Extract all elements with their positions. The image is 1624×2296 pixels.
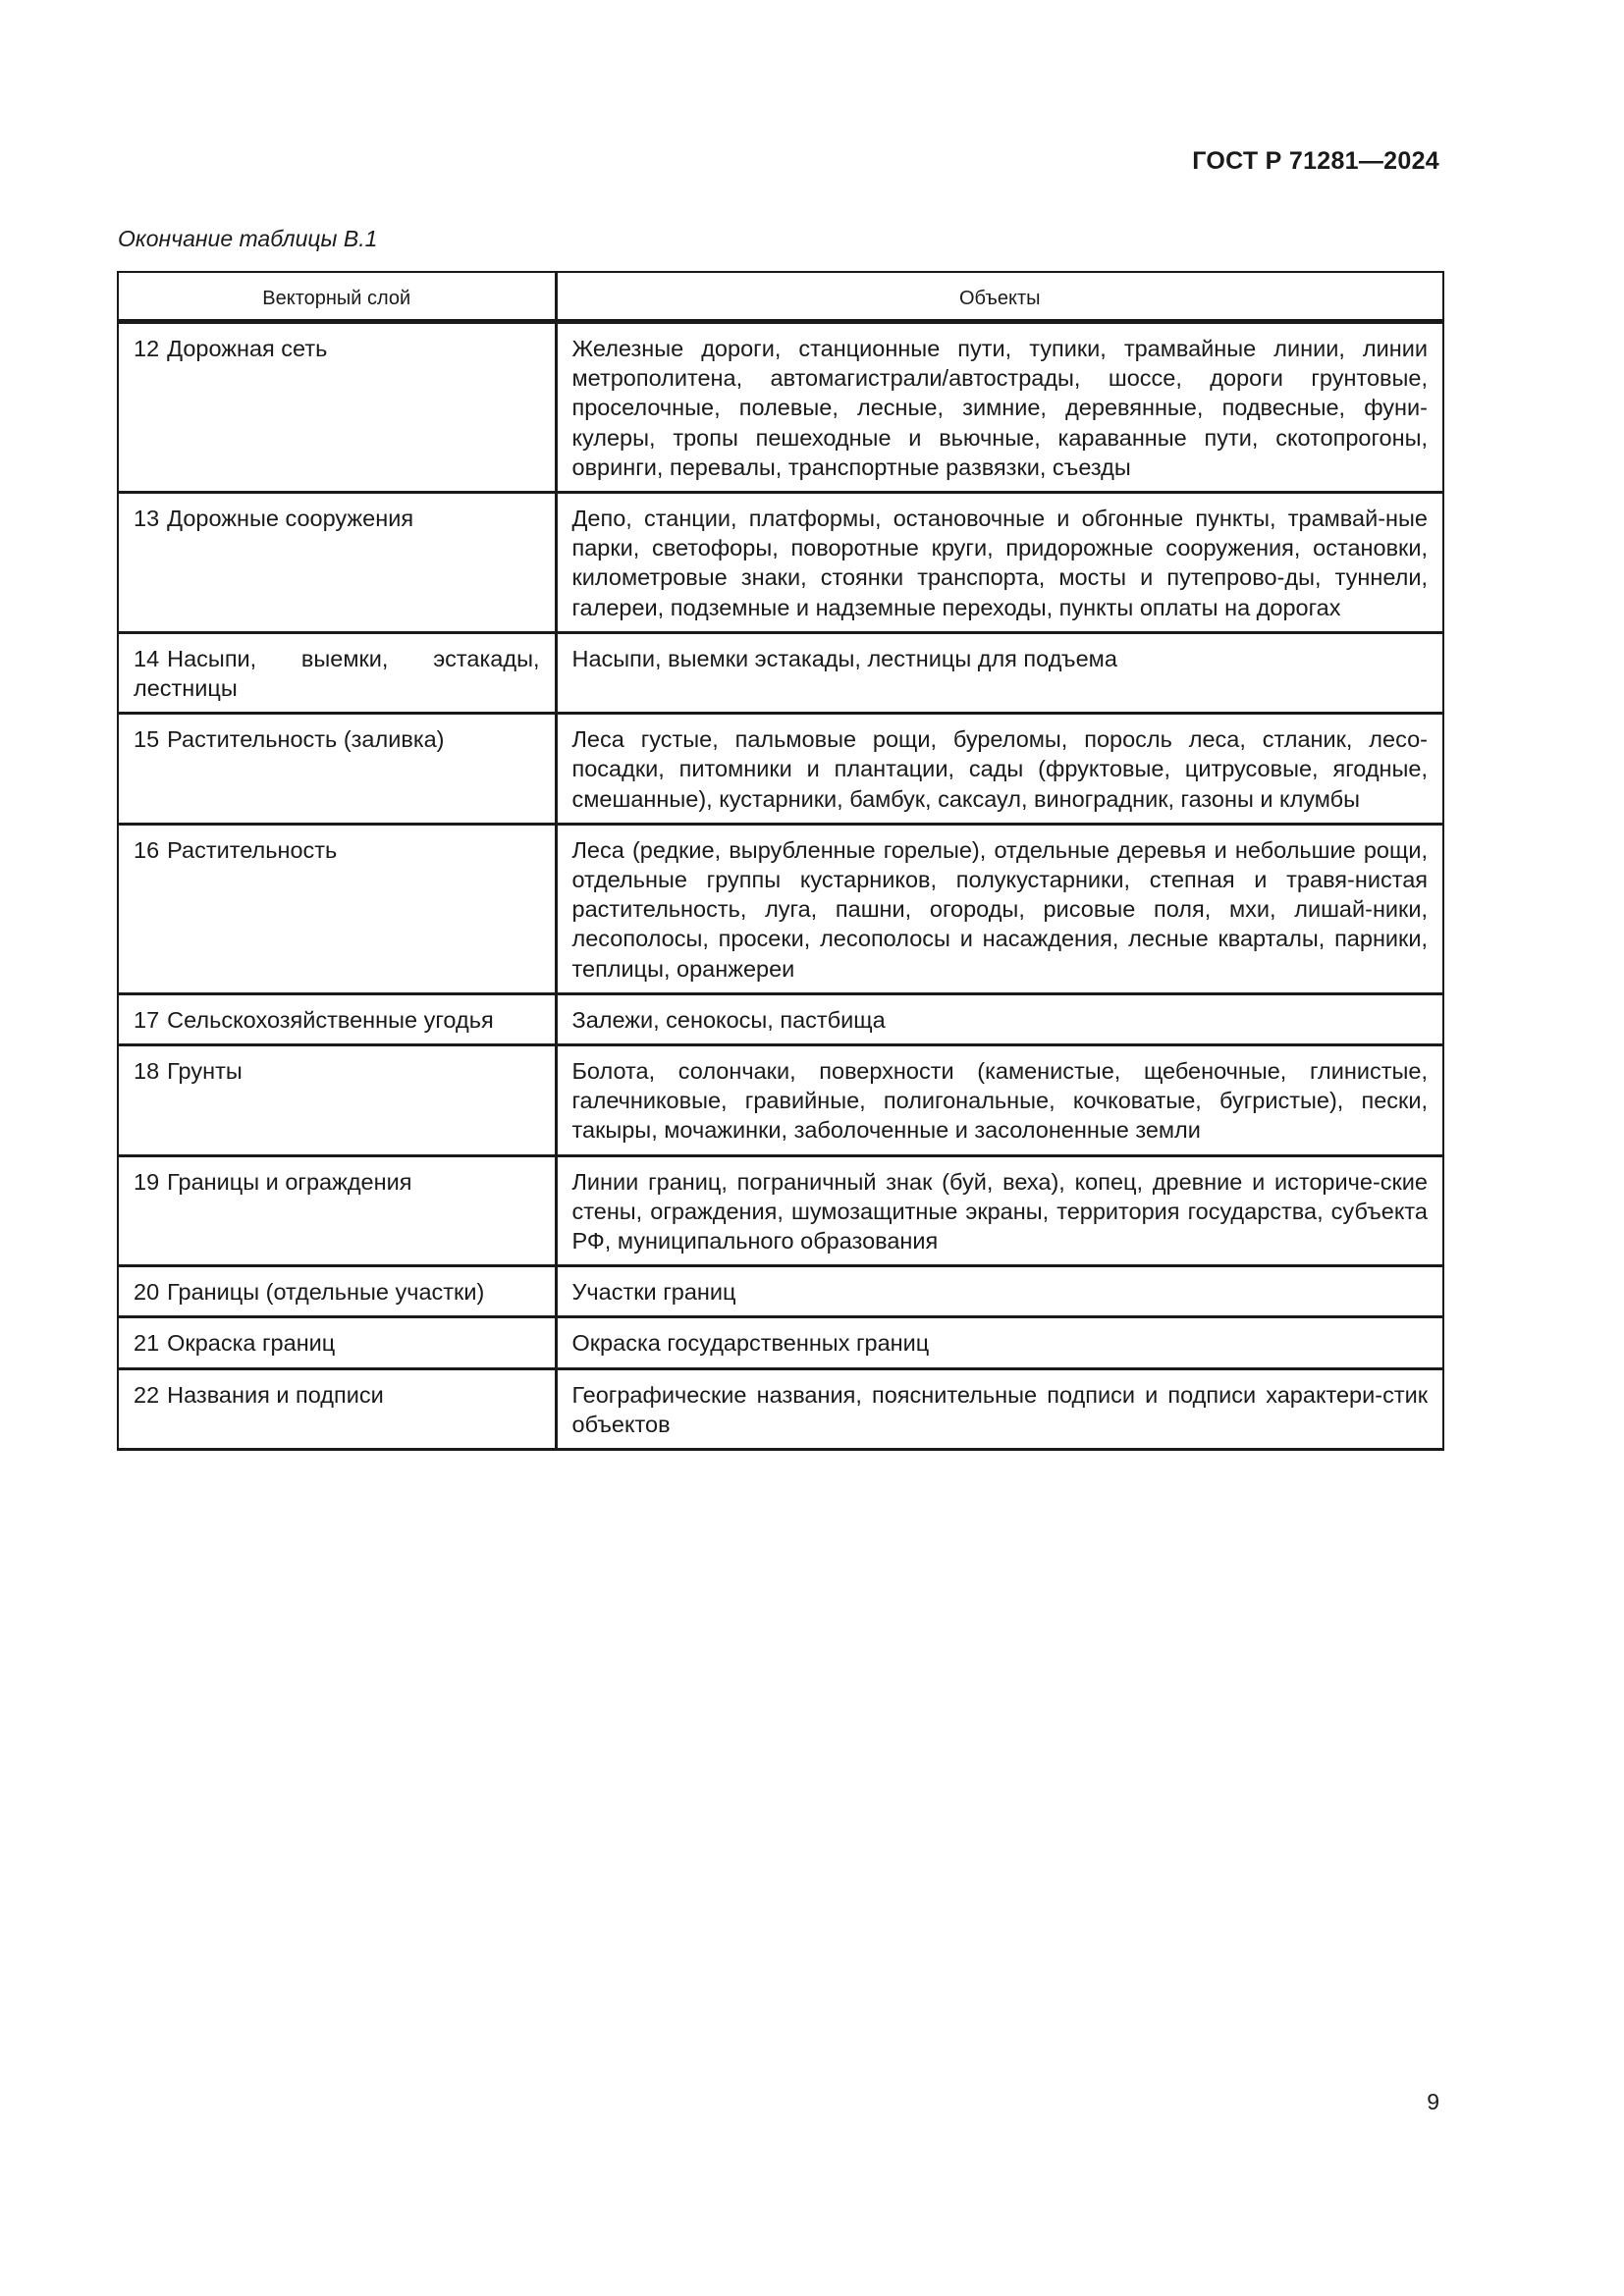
table-row xyxy=(118,1045,1443,1156)
objects-cell: Леса густые, пальмовые рощи, буреломы, поросль леса, стланик, лесо-посадки, питомники и плантации, сады (фруктовые, цитрусовые, ягодные, смешанные), кустарники, бамбук, саксаул, виноградник, газоны и клумбы xyxy=(556,714,1443,825)
layer-number: 22 xyxy=(134,1381,160,1408)
vector-layer-cell xyxy=(118,1317,556,1368)
layer-number: 20 xyxy=(134,1279,160,1306)
vector-layer-cell xyxy=(118,1155,556,1266)
layer-name: Грунты xyxy=(167,1058,243,1085)
objects-cell: Участки границ xyxy=(556,1266,1443,1317)
layer-name: Насыпи, выемки, эстакады, лестницы xyxy=(134,645,540,702)
layer-number: 18 xyxy=(134,1058,160,1085)
table-row xyxy=(118,1155,1443,1266)
layer-number: 16 xyxy=(134,836,160,863)
layer-number: 14 xyxy=(134,645,160,671)
layer-number: 12 xyxy=(134,336,160,361)
table-row xyxy=(118,824,1443,993)
table-header-row xyxy=(118,272,1443,322)
objects-cell: Леса (редкие, вырубленные горелые), отдельные деревья и небольшие рощи, отдельные группы кустарников, полукустарники, степная и травя-нистая растительность, луга, пашни, огороды, рисовые поля, мхи, лишай-ники, лесополосы, просеки, лесополосы и насаждения, лесные кварталы, парники, теплицы, оранжереи xyxy=(556,824,1443,993)
table-row xyxy=(118,1317,1443,1368)
vector-layer-cell xyxy=(118,1045,556,1156)
layer-name: Границы и ограждения xyxy=(167,1168,412,1195)
layer-name: Растительность (заливка) xyxy=(167,726,445,753)
vector-layer-cell xyxy=(118,1368,556,1449)
table-body xyxy=(118,322,1443,1450)
layer-name: Окраска границ xyxy=(167,1330,336,1357)
table-row xyxy=(118,632,1443,713)
layer-number: 19 xyxy=(134,1168,160,1195)
vector-layer-cell xyxy=(118,493,556,633)
table-row xyxy=(118,1368,1443,1449)
vector-layer-cell xyxy=(118,1266,556,1317)
layer-number: 15 xyxy=(134,726,160,753)
column-header-objects: Объекты xyxy=(556,272,1443,322)
vector-layer-cell xyxy=(118,824,556,993)
table-row xyxy=(118,493,1443,633)
objects-cell: Залежи, сенокосы, пастбища xyxy=(556,993,1443,1044)
layer-number: 21 xyxy=(134,1330,160,1357)
layer-name: Сельскохозяйственные угодья xyxy=(167,1006,494,1033)
objects-cell: Окраска государственных границ xyxy=(556,1317,1443,1368)
layer-name: Названия и подписи xyxy=(167,1381,384,1408)
layer-number: 17 xyxy=(134,1006,160,1033)
vector-layer-cell xyxy=(118,993,556,1044)
column-header-layer: Векторный слой xyxy=(118,272,556,322)
layer-number: 13 xyxy=(134,506,160,532)
objects-cell: Линии границ, пограничный знак (буй, веха), копец, древние и историче-ские стены, ограждения, шумозащитные экраны, территория государства, субъекта РФ, муниципального образования xyxy=(556,1155,1443,1266)
layer-name: Границы (отдельные участки) xyxy=(167,1279,485,1306)
table-row xyxy=(118,993,1443,1044)
vector-layer-cell xyxy=(118,322,556,493)
vector-layers-table xyxy=(117,271,1442,1451)
table-row xyxy=(118,322,1443,493)
objects-cell: Болота, солончаки, поверхности (каменистые, щебеночные, глинистые, галечниковые, гравийные, полигональные, кочковатые, бугристые), пески, такыры, мочажинки, заболоченные и засолоненные земли xyxy=(556,1045,1443,1156)
table-caption: Окончание таблицы В.1 xyxy=(118,226,378,251)
table-row xyxy=(118,1266,1443,1317)
document-code: ГОСТ Р 71281—2024 xyxy=(1192,147,1439,175)
objects-cell: Географические названия, пояснительные подписи и подписи характери-стик объектов xyxy=(556,1368,1443,1449)
vector-layer-cell xyxy=(118,632,556,713)
layer-name: Растительность xyxy=(167,836,338,863)
page-number: 9 xyxy=(1427,2089,1439,2114)
vector-layer-cell xyxy=(118,714,556,825)
objects-cell: Железные дороги, станционные пути, тупики, трамвайные линии, линии метрополитена, автомагистрали/автострады, шоссе, дороги грунтовые, проселочные, полевые, лесные, зимние, деревянные, подвесные, фуни-кулеры, тропы пешеходные и вьючные, караванные пути, скотопрогоны, овринги, перевалы, транспортные развязки, съезды xyxy=(556,322,1443,493)
layer-name: Дорожные сооружения xyxy=(167,506,414,532)
layer-name: Дорожная сеть xyxy=(167,336,328,361)
table-row xyxy=(118,714,1443,825)
objects-cell: Насыпи, выемки эстакады, лестницы для подъема xyxy=(556,632,1443,713)
objects-cell: Депо, станции, платформы, остановочные и обгонные пункты, трамвай-ные парки, светофоры, поворотные круги, придорожные сооружения, остановки, километровые знаки, стоянки транспорта, мосты и путепрово-ды, туннели, галереи, подземные и надземные переходы, пункты оплаты на дорогах xyxy=(556,493,1443,633)
